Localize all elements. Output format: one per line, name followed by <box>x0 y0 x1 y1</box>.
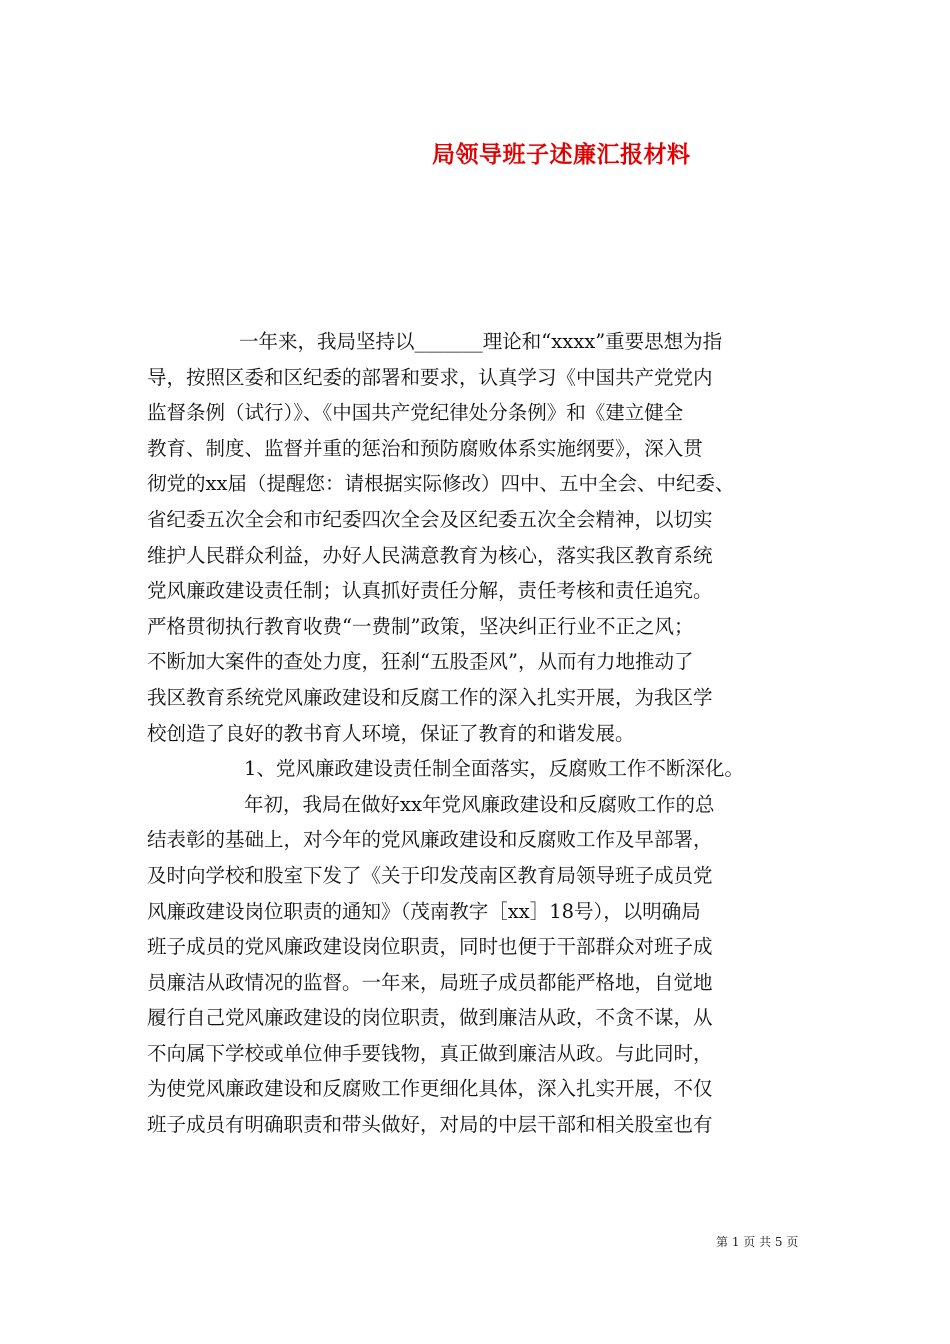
body-line: 结表彰的基础上，对今年的党风廉政建设和反腐败工作及早部署， <box>147 828 713 852</box>
body-line: 风廉政建设岗位职责的通知》（茂南教字［xx］18号），以明确局 <box>147 899 701 923</box>
body-line: 教育、制度、监督并重的惩治和预防腐败体系实施纲要》，深入贯 <box>147 436 703 460</box>
body-line: 为使党风廉政建设和反腐败工作更细化具体，深入扎实开展，不仅 <box>147 1077 713 1101</box>
body-line: 严格贯彻执行教育收费“一费制”政策，坚决纠正行业不正之风； <box>147 614 694 638</box>
body-line: 一年来，我局坚持以_______理论和“xxxx”重要思想为指 <box>239 330 723 353</box>
body-line: 省纪委五次全会和市纪委四次全会及区纪委五次全会精神，以切实 <box>147 507 713 531</box>
body-line: 党风廉政建设责任制；认真抓好责任分解，责任考核和责任追究。 <box>147 579 713 603</box>
page-number: 第 1 页 共 5 页 <box>716 1235 799 1249</box>
body-line: 员廉洁从政情况的监督。一年来，局班子成员都能严格地，自觉地 <box>147 970 713 994</box>
body-line: 班子成员的党风廉政建设岗位职责，同时也便于干部群众对班子成 <box>147 935 713 959</box>
body-line: 导，按照区委和区纪委的部署和要求，认真学习《中国共产党党内 <box>147 365 713 389</box>
body-line: 及时向学校和股室下发了《关于印发茂南区教育局领导班子成员党 <box>147 863 713 887</box>
body-line: 年初，我局在做好xx年党风廉政建设和反腐败工作的总 <box>244 792 715 816</box>
body-line: 我区教育系统党风廉政建设和反腐工作的深入扎实开展，为我区学 <box>147 685 713 709</box>
body-line: 履行自己党风廉政建设的岗位职责，做到廉洁从政，不贪不谋，从 <box>147 1006 713 1030</box>
document-body <box>147 324 812 1143</box>
body-line: 维护人民群众利益，办好人民满意教育为核心，落实我区教育系统 <box>147 543 713 567</box>
body-line: 不断加大案件的查处力度，狂刹“五股歪风”，从而有力地推动了 <box>147 650 694 674</box>
document-title: 局领导班子述廉汇报材料 <box>432 141 691 168</box>
body-line: 校创造了良好的教书育人环境，保证了教育的和谐发展。 <box>147 721 635 745</box>
body-line: 不向属下学校或单位伸手要钱物，真正做到廉洁从政。与此同时， <box>147 1041 713 1065</box>
body-line: 监督条例（试行）》、《中国共产党纪律处分条例》和《建立健全 <box>147 401 684 425</box>
body-line: 1、党风廉政建设责任制全面落实，反腐败工作不断深化。 <box>244 757 744 781</box>
body-line: 班子成员有明确职责和带头做好，对局的中层干部和相关股室也有 <box>147 1113 713 1137</box>
body-line: 彻党的xx届（提醒您：请根据实际修改）四中、五中全会、中纪委、 <box>147 472 735 496</box>
